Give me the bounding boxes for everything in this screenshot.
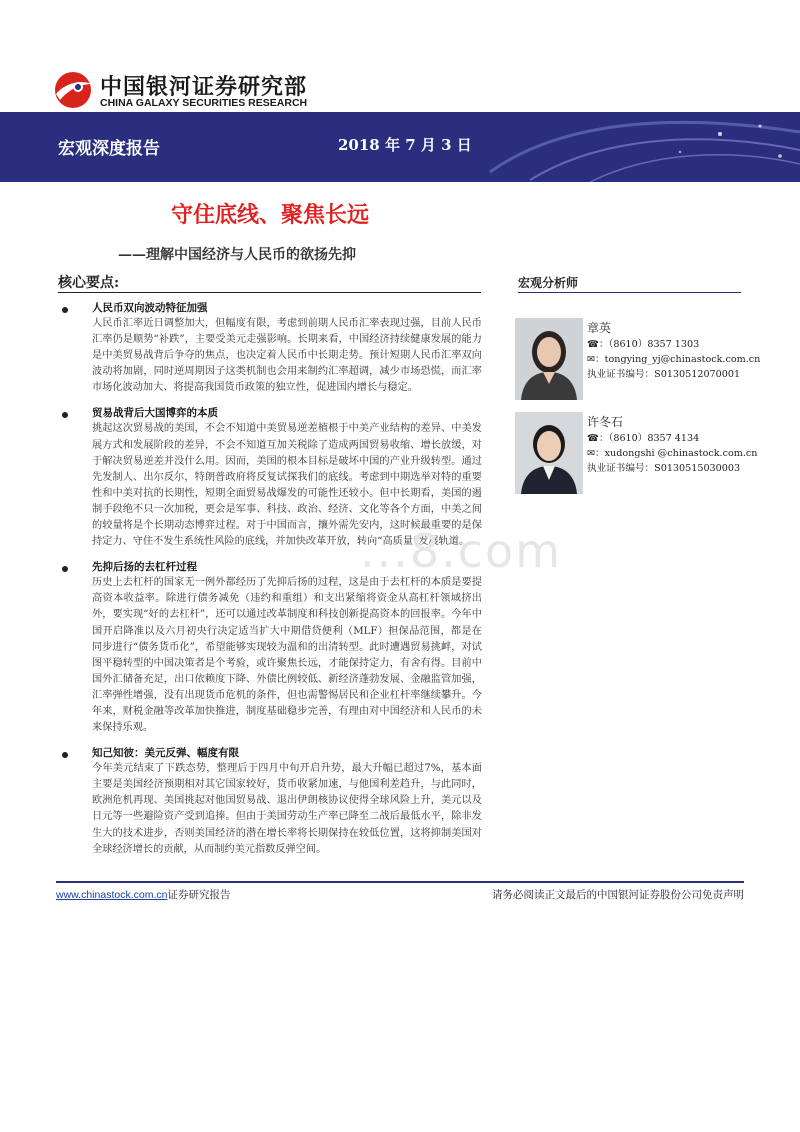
analyst-label: 宏观分析师 — [518, 276, 579, 290]
point-body: 今年美元结束了下跌态势，整理后于四月中旬开启升势，最大升幅已超过7%，基本面主要是美国经济预期相对其它国家较好，货币收紧加速，与他国利差趋升，与此同时，欧洲危机再现、美国挑起对他国贸易战、退出伊朗核协议使得全球风险上升，美元以及日元等一些避险资产受到追捧。但由于美国劳动生产率已降至二战后最低水平，除非发生大的技术进步，否则美国经济的潜在增长率将长期保持在较低位置，这将抑制美国对全球经济增长的贡献，从而制约美元指数反弹空间。 — [92, 763, 482, 855]
logo-text-cn: 中国银河证券研究部 — [100, 75, 308, 100]
point-body: 人民币汇率近日调整加大，但幅度有限，考虑到前期人民币汇率表现过强，目前人民币汇率仍是顺势“补跌”，主要受美元走强影响。长期来看，中国经济持续健康发展的能力是中美贸易战背后争夺的焦点，也决定着人民币中长期走势。预计短期人民币汇率双向波动将加剧，同时逆周期因子这类机制也会用来制约汇率超调，减少市场恐慌，而汇率市场化波动加大、将提高我国货币政策的独立性，促进国内增长与稳定。 — [92, 318, 482, 394]
logo-text-en: CHINA GALAXY SECURITIES RESEARCH — [100, 97, 308, 109]
bullet-icon — [62, 307, 68, 313]
analyst-header — [518, 272, 741, 293]
disclaimer-note: 请务必阅读正文最后的中国银河证券股份公司免责声明 — [492, 889, 744, 901]
analyst-name: 章英 — [587, 321, 612, 335]
report-subtitle: ——理解中国经济与人民币的欲扬先抑 — [118, 247, 356, 263]
list-item — [62, 559, 482, 736]
analyst-info — [587, 414, 757, 476]
analyst-name: 许冬石 — [587, 415, 624, 429]
analyst-cert: 执业证书编号：S0130512070001 — [587, 369, 741, 380]
report-title: 守住底线、聚焦长远 — [170, 203, 369, 228]
key-points-header — [58, 272, 481, 293]
analyst-email[interactable]: ✉：xudongshi @chinastock.com.cn — [587, 448, 758, 459]
analyst-photo — [515, 412, 583, 494]
report-date: 2018 年 7 月 3 日 — [338, 136, 472, 154]
key-points-list — [62, 300, 482, 867]
list-item — [62, 745, 482, 858]
galaxy-logo-icon — [52, 70, 94, 110]
point-body: 挑起这次贸易战的美国，不会不知道中美贸易逆差植根于中美产业结构的差异、中美发展方式和发展阶段的差异，不会不知道互加关税除了造成两国贸易收缩、增长放缓，对于解决贸易逆差并没什么用。因而，美国的根本目标是破坏中国的产业升级转型。通过先发制人、出尔反尔，特朗普政府将反复试探我们的底线。考虑到中期选举对特的重要性和中美对抗的长期性，短期全面贸易战爆发的可能性还较小。但中长期看，美国的遏制手段绝不只一次加税，更会是军事、科技、政治、经济、文化等各个方面，中美之间的较量将是个长期动态博弈过程。对于中国而言，攘外需先安内，这时候最重要的是保持定力、守住不发生系统性风险的底线，并加快改革开放，转向“高质量”发展轨道。 — [92, 423, 482, 548]
point-title: 知己知彼：美元反弹、幅度有限 — [92, 747, 239, 760]
point-title: 贸易战背后大国博弈的本质 — [92, 407, 218, 420]
analyst-photo — [515, 318, 583, 400]
bullet-icon — [62, 412, 68, 418]
analyst-info — [587, 320, 760, 382]
point-body: 历史上去杠杆的国家无一例外都经历了先抑后扬的过程，这是由于去杠杆的本质是要提高资本收益率。除进行债务减免（违约和重组）和支出紧缩将资金从高杠杆领域挤出外，要实现“好的去杠杆”，还可以通过改革制度和科技创新提高资本的回报率。今年中国开启降准以及六月初央行决定适当扩大中期借贷便利（MLF）担保品范围，都是在同步进行“债务货币化”，希望能够实现较为温和的出清转型。此时遭遇贸易挑衅，对试图平稳转型的中国决策者是个考验，或许聚焦长远，才能保持定力，有舍有得。目前中国外汇储备充足，出口依赖度下降、外债比例较低、新经济蓬勃发展、金融监管加强，汇率弹性增强，没有出现货币危机的条件，但也需警惕居民和企业杠杆率继续攀升。今年来，财税金融等改革加快推进，制度基础稳步完善，有理由对中国经济和人民币的未来保持乐观。 — [92, 577, 482, 734]
analyst-phone: ☎：（8610）8357 4134 — [587, 433, 700, 444]
footer-left — [56, 887, 230, 902]
galaxy-swirl-decoration — [470, 112, 800, 182]
analyst-card — [515, 412, 758, 496]
report-type: 宏观深度报告 — [58, 139, 160, 159]
analyst-email[interactable]: ✉：tongying_yj@chinastock.com.cn — [587, 354, 761, 365]
bullet-icon — [62, 752, 68, 758]
company-logo — [52, 68, 332, 112]
watermark: ...8.com — [360, 524, 562, 578]
website-link[interactable]: www.chinastock.com.cn — [56, 889, 168, 901]
key-points-label: 核心要点: — [58, 275, 120, 291]
footer-divider — [56, 881, 744, 883]
analyst-card — [515, 318, 761, 402]
point-title: 先抑后扬的去杠杆过程 — [92, 561, 197, 574]
analyst-phone: ☎：（8610）8357 1303 — [587, 339, 700, 350]
analyst-cert: 执业证书编号：S0130515030003 — [587, 463, 741, 474]
bullet-icon — [62, 566, 68, 572]
footer-left-suffix: 证券研究报告 — [167, 889, 231, 901]
list-item — [62, 300, 482, 396]
point-title: 人民币双向波动特征加强 — [92, 302, 208, 314]
